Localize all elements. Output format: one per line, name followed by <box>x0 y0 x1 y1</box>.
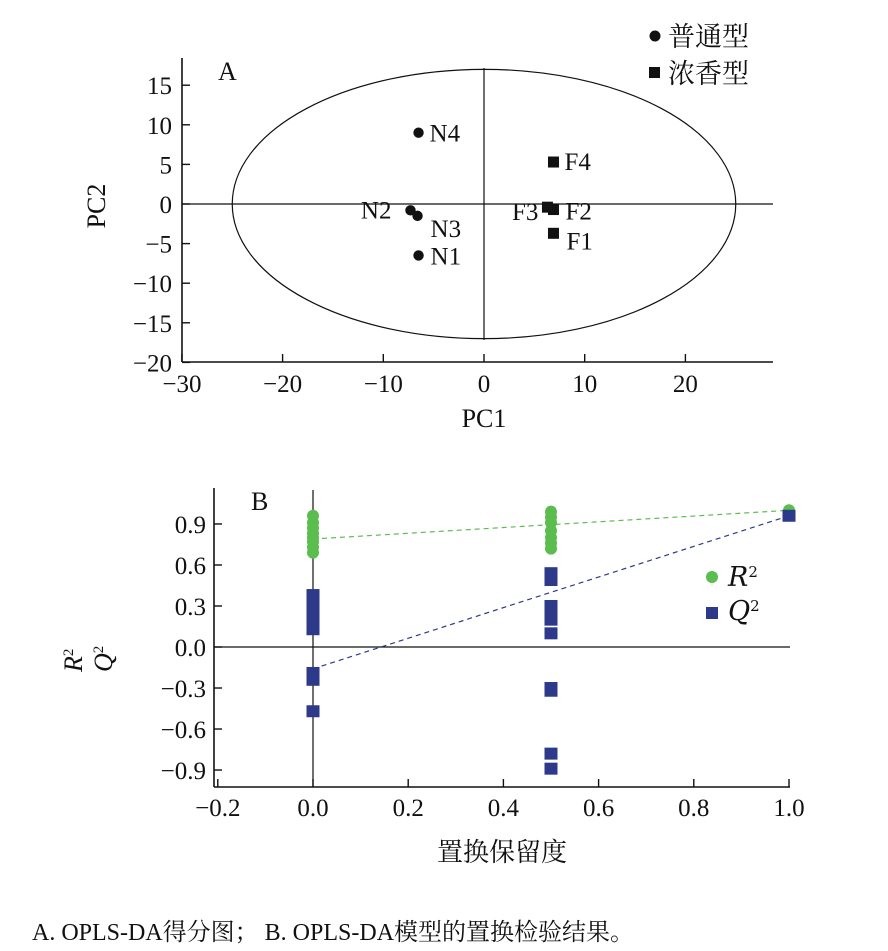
y-tick-label: −0.3 <box>160 676 206 704</box>
legend-marker-circle <box>650 31 661 42</box>
y-tick-label: 0 <box>159 192 172 219</box>
y-tick-label: −0.9 <box>160 758 206 786</box>
y-tick-label: −15 <box>132 310 172 338</box>
x-tick-label: −10 <box>363 371 403 398</box>
y-axis-label-r: $R^2$ <box>59 648 88 672</box>
y-tick-label: −0.6 <box>160 717 206 745</box>
q2-point <box>545 627 558 639</box>
y-tick-label: 0.3 <box>174 593 206 621</box>
point-n4 <box>413 128 423 138</box>
legend-label: 浓香型 <box>668 59 749 90</box>
data-points <box>307 504 796 774</box>
y-tick-label: −10 <box>132 271 172 299</box>
panel-label: B <box>251 487 269 516</box>
q2-point <box>545 574 558 586</box>
q2-point <box>545 614 558 626</box>
x-tick-label: 0.0 <box>297 795 329 822</box>
legend <box>649 22 749 90</box>
y-tick-label: 0.0 <box>174 635 206 662</box>
x-ticks <box>195 779 805 822</box>
x-ticks <box>162 354 698 398</box>
point-f3 <box>542 202 553 213</box>
y-axis-label-q: $Q^2$ <box>89 645 118 672</box>
x-axis-label: PC1 <box>461 404 507 433</box>
q2-point <box>545 748 558 760</box>
point-label-n1: N1 <box>430 243 462 271</box>
point-n3 <box>412 211 422 221</box>
legend-marker-square <box>649 67 660 78</box>
x-tick-label: 0.2 <box>392 795 424 822</box>
legend-label-r2: $R^2$ <box>728 562 758 593</box>
x-tick-label: 0 <box>477 371 491 398</box>
x-tick-label: 0.8 <box>678 795 710 822</box>
data-points <box>361 121 593 271</box>
q2-point <box>307 674 320 686</box>
r2-point <box>307 547 319 559</box>
x-tick-label: 1.0 <box>773 795 805 822</box>
q2-point <box>783 510 796 522</box>
y-ticks <box>161 512 222 785</box>
y-tick-label: 5 <box>159 152 172 180</box>
y-tick-label: 0.9 <box>174 511 206 539</box>
x-tick-label: 0.6 <box>582 795 615 822</box>
point-label-n3: N3 <box>430 215 462 243</box>
q2-point <box>307 705 320 717</box>
point-n1 <box>413 250 423 260</box>
point-label-f1: F1 <box>566 228 593 256</box>
panel-label: A <box>218 57 237 86</box>
x-tick-label: 10 <box>572 371 598 398</box>
point-label-n4: N4 <box>429 120 461 148</box>
y-tick-label: −5 <box>145 231 172 259</box>
x-tick-label: −30 <box>162 371 202 398</box>
legend-label: 普通型 <box>668 22 749 53</box>
point-label-f4: F4 <box>564 149 591 177</box>
figure-caption: A. OPLS-DA得分图； B. OPLS-DA模型的置换检验结果。 <box>32 920 635 946</box>
y-tick-label: 10 <box>147 112 172 140</box>
point-label-f3: F3 <box>512 199 539 227</box>
y-axis-label: PC2 <box>82 183 111 229</box>
point-f4 <box>548 157 559 168</box>
x-axis-label: 置换保留度 <box>436 838 568 868</box>
legend <box>706 562 760 627</box>
q2-point <box>545 685 558 697</box>
point-f1 <box>548 228 559 239</box>
legend-label-q2: $Q^2$ <box>728 596 760 627</box>
point-label-f2: F2 <box>565 198 592 226</box>
legend-marker-q2 <box>706 607 718 619</box>
x-tick-label: −20 <box>263 371 303 398</box>
r2-point <box>545 543 557 555</box>
panel-b-permutation-plot <box>59 487 805 868</box>
y-tick-label: 15 <box>147 73 172 101</box>
legend-marker-r2 <box>706 571 718 583</box>
panel-a-scatter <box>82 22 773 433</box>
x-tick-label: −0.2 <box>195 795 241 822</box>
y-axis-label <box>59 646 118 673</box>
q2-point <box>545 763 558 775</box>
x-tick-label: 0.4 <box>487 795 520 822</box>
y-tick-label: −20 <box>132 350 172 378</box>
point-label-n2: N2 <box>360 197 392 225</box>
q2-point <box>307 623 320 635</box>
x-tick-label: 20 <box>672 371 698 398</box>
y-tick-label: 0.6 <box>174 552 206 580</box>
